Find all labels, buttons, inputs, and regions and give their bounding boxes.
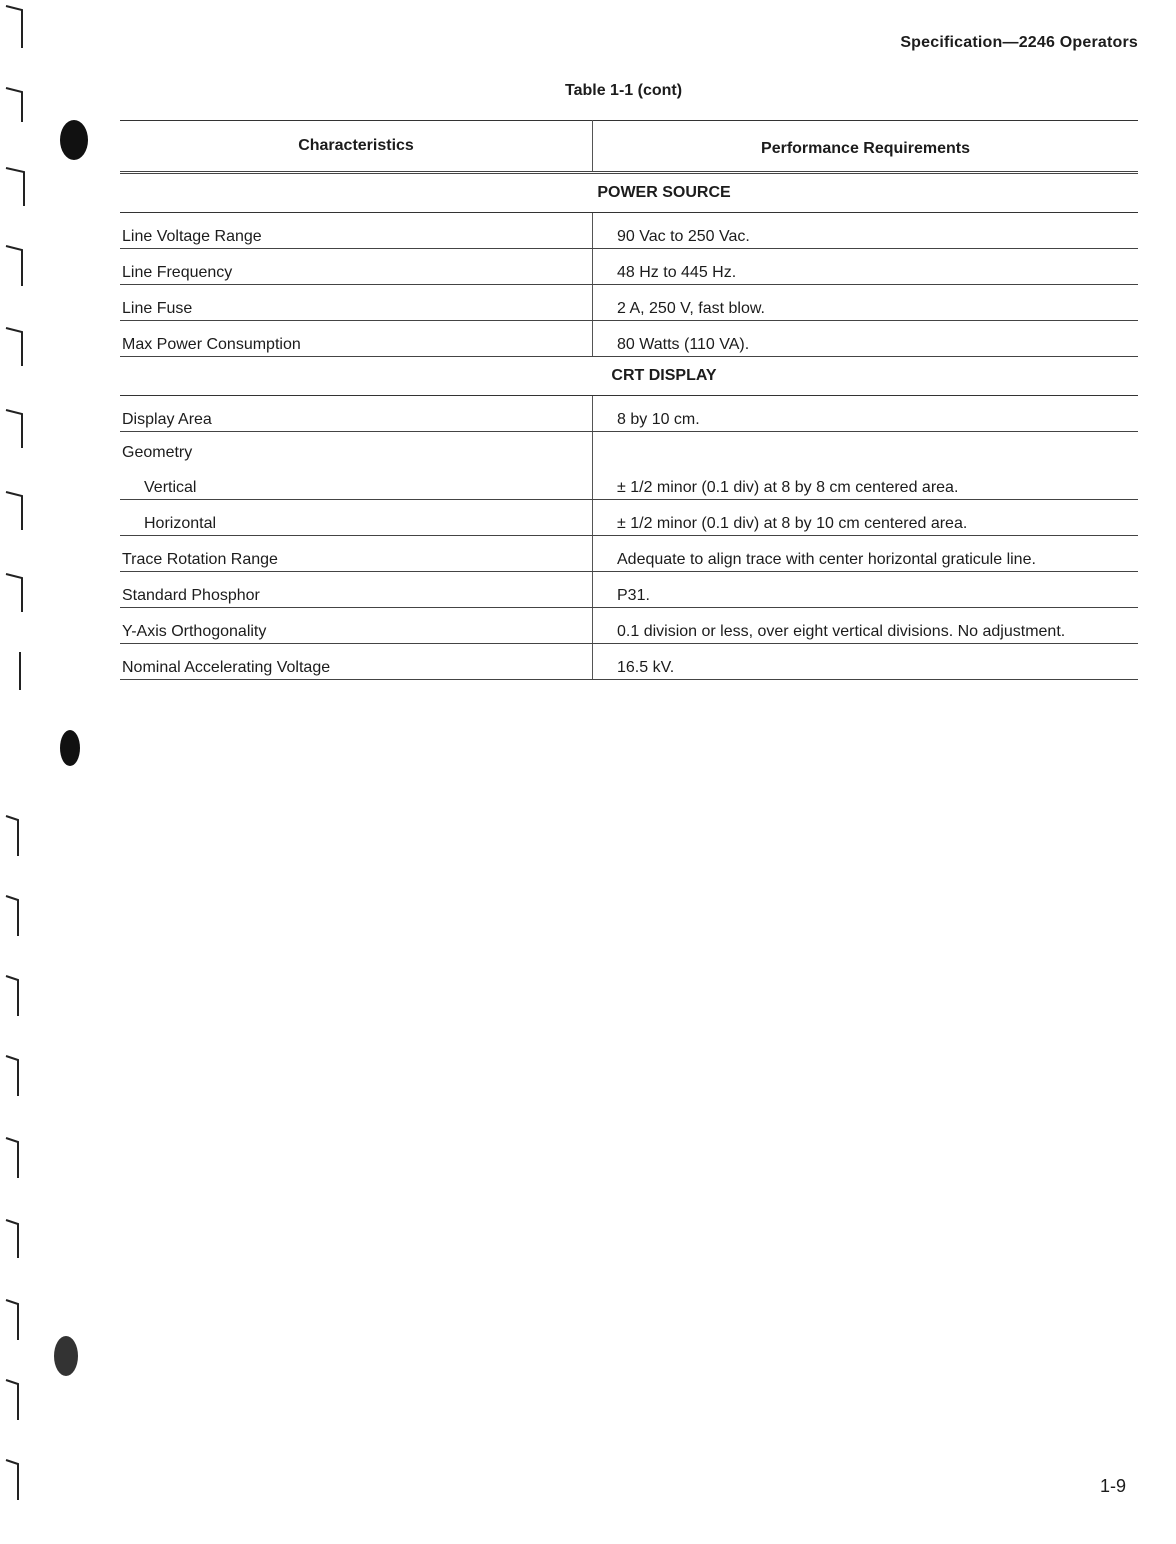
column-header-characteristics: Characteristics	[120, 121, 593, 173]
requirement-cell: ± 1/2 minor (0.1 div) at 8 by 10 cm centered area.	[593, 500, 1139, 536]
table-row	[120, 249, 1138, 285]
characteristic-cell: Trace Rotation Range	[120, 536, 593, 572]
characteristic-cell: Y-Axis Orthogonality	[120, 608, 593, 644]
punch-hole-top	[60, 120, 88, 160]
requirement-cell: 8 by 10 cm.	[593, 396, 1139, 432]
characteristic-cell: Max Power Consumption	[120, 321, 593, 357]
column-header-performance-requirements: Performance Requirements	[593, 121, 1139, 173]
binder-margin-marks	[0, 0, 100, 1544]
section-header-power-source	[120, 173, 1138, 213]
requirement-cell: 80 Watts (110 VA).	[593, 321, 1139, 357]
table-row	[120, 396, 1138, 432]
characteristic-cell: Standard Phosphor	[120, 572, 593, 608]
section-title: CRT DISPLAY	[120, 357, 1138, 396]
requirement-cell: 48 Hz to 445 Hz.	[593, 249, 1139, 285]
table-row	[120, 213, 1138, 249]
table-row-group-heading	[120, 432, 1138, 465]
requirement-cell	[593, 432, 1139, 465]
characteristic-cell: Display Area	[120, 396, 593, 432]
table-title: Table 1-1 (cont)	[565, 82, 683, 99]
requirement-cell: 2 A, 250 V, fast blow.	[593, 285, 1139, 321]
characteristic-cell: Line Frequency	[120, 249, 593, 285]
table-row	[120, 321, 1138, 357]
characteristic-cell: Nominal Accelerating Voltage	[120, 644, 593, 680]
requirement-cell: ± 1/2 minor (0.1 div) at 8 by 8 cm centered area.	[593, 464, 1139, 500]
punch-hole-bottom	[54, 1336, 78, 1376]
table-row	[120, 536, 1138, 572]
section-title: POWER SOURCE	[120, 173, 1138, 213]
characteristic-cell: Geometry	[120, 432, 593, 465]
running-header: Specification—2246 Operators	[900, 34, 1138, 51]
characteristic-cell: Line Fuse	[120, 285, 593, 321]
requirement-cell: P31.	[593, 572, 1139, 608]
requirement-cell: 0.1 division or less, over eight vertical divisions. No adjustment.	[593, 608, 1139, 644]
table-row	[120, 285, 1138, 321]
section-header-crt-display	[120, 357, 1138, 396]
punch-hole-middle	[60, 730, 80, 766]
table-row	[120, 572, 1138, 608]
characteristic-cell: Vertical	[120, 464, 593, 500]
table-row	[120, 464, 1138, 500]
specification-table	[120, 120, 1138, 680]
table-row	[120, 500, 1138, 536]
requirement-cell: Adequate to align trace with center horizontal graticule line.	[593, 536, 1139, 572]
requirement-cell: 16.5 kV.	[593, 644, 1139, 680]
page-number: 1-9	[1099, 1476, 1126, 1496]
table-header-row	[120, 121, 1138, 173]
table-row	[120, 644, 1138, 680]
characteristic-cell: Horizontal	[120, 500, 593, 536]
table-row	[120, 608, 1138, 644]
requirement-cell: 90 Vac to 250 Vac.	[593, 213, 1139, 249]
characteristic-cell: Line Voltage Range	[120, 213, 593, 249]
